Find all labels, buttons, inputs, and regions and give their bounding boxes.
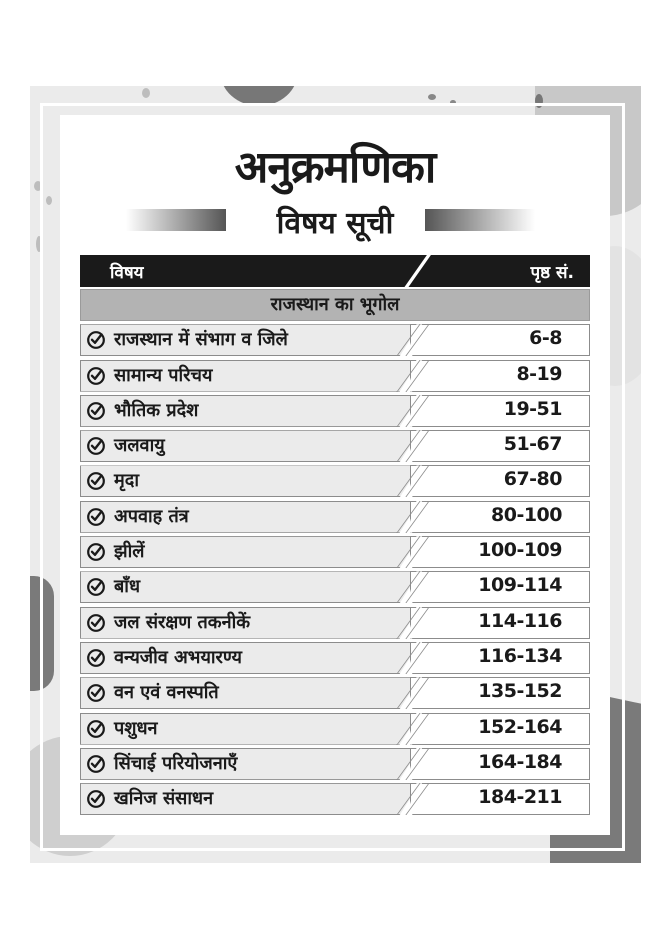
check-circle-icon	[86, 683, 106, 703]
page-range: 100-109	[478, 539, 562, 562]
table-row	[80, 465, 590, 497]
page-cell	[410, 395, 590, 427]
page-range: 116-134	[478, 644, 562, 667]
contents-table	[80, 255, 590, 815]
check-circle-icon	[86, 613, 106, 633]
check-circle-icon	[86, 401, 106, 421]
subtitle-row	[60, 201, 610, 241]
decor-gradient-bar-right	[425, 209, 535, 231]
page-range: 164-184	[478, 750, 562, 773]
contents-card	[60, 115, 610, 835]
topic-label: झीलें	[114, 541, 145, 563]
table-row	[80, 677, 590, 709]
page-range: 67-80	[503, 468, 562, 491]
check-circle-icon	[86, 719, 106, 739]
table-row	[80, 642, 590, 674]
check-circle-icon	[86, 542, 106, 562]
topic-label: मृदा	[114, 470, 139, 492]
check-circle-icon	[86, 789, 106, 809]
table-row	[80, 571, 590, 603]
topic-label: राजस्थान में संभाग व जिले	[114, 329, 288, 351]
page-range: 152-164	[478, 715, 562, 738]
table-row	[80, 430, 590, 462]
topic-label: जलवायु	[114, 435, 165, 457]
page-range: 135-152	[478, 680, 562, 703]
page-range: 109-114	[478, 574, 562, 597]
table-row	[80, 360, 590, 392]
check-circle-icon	[86, 754, 106, 774]
topic-label: अपवाह तंत्र	[114, 505, 189, 527]
topic-label: भौतिक प्रदेश	[114, 399, 199, 421]
decor-dot	[142, 88, 150, 98]
check-circle-icon	[86, 507, 106, 527]
check-circle-icon	[86, 648, 106, 668]
page-subtitle: विषय सूची	[276, 206, 394, 241]
table-row	[80, 783, 590, 815]
check-circle-icon	[86, 577, 106, 597]
check-circle-icon	[86, 330, 106, 350]
section-heading: राजस्थान का भूगोल	[80, 289, 590, 321]
topic-label: जल संरक्षण तकनीकें	[114, 611, 251, 633]
table-row	[80, 501, 590, 533]
topic-label: बाँध	[114, 576, 141, 598]
page-range: 80-100	[491, 503, 562, 526]
page-range: 6-8	[529, 327, 562, 350]
topic-label: पशुधन	[114, 717, 158, 739]
page-cell	[410, 324, 590, 356]
table-row	[80, 713, 590, 745]
check-circle-icon	[86, 366, 106, 386]
table-header	[80, 255, 590, 287]
page-range: 8-19	[516, 362, 562, 385]
table-row	[80, 748, 590, 780]
table-row	[80, 536, 590, 568]
page-title: अनुक्रमणिका	[234, 142, 436, 193]
topic-label: सिंचाई परियोजनाएँ	[114, 752, 238, 774]
topic-label: सामान्य परिचय	[114, 364, 213, 386]
check-circle-icon	[86, 471, 106, 491]
page-cell	[410, 360, 590, 392]
page-cell	[410, 430, 590, 462]
header-divider	[400, 255, 433, 287]
table-row	[80, 607, 590, 639]
column-header-page: पृष्ठ सं.	[530, 263, 574, 283]
topic-label: वन्यजीव अभयारण्य	[114, 646, 242, 668]
decor-dot	[428, 94, 436, 100]
page-range: 184-211	[478, 786, 562, 809]
topic-label: खनिज संसाधन	[114, 788, 214, 810]
page-range: 51-67	[503, 433, 562, 456]
table-row	[80, 395, 590, 427]
table-row	[80, 324, 590, 356]
page-cell	[410, 465, 590, 497]
column-header-subject: विषय	[110, 263, 144, 283]
page-range: 19-51	[503, 397, 562, 420]
page-range: 114-116	[478, 609, 562, 632]
topic-label: वन एवं वनस्पति	[114, 682, 219, 704]
check-circle-icon	[86, 436, 106, 456]
